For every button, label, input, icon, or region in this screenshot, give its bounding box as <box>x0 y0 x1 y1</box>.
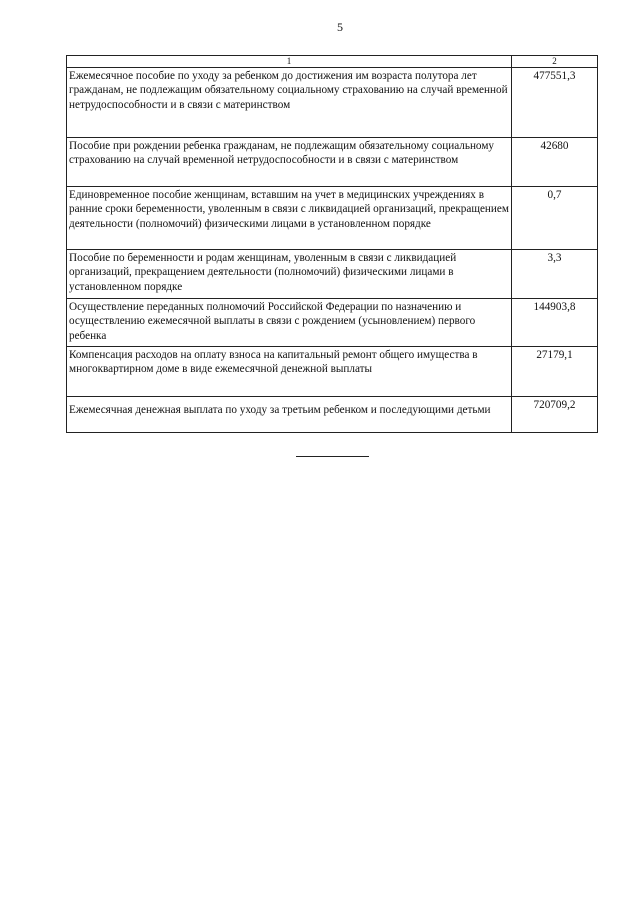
row-amount: 0,7 <box>512 187 598 250</box>
table-row <box>67 250 598 299</box>
row-description: Ежемесячное пособие по уходу за ребенком до достижения им возраста полутора лет гражданам, не подлежащим обязательному социальному страхованию на случай временной нетрудоспособности и в связи с материнством <box>67 68 512 138</box>
end-rule <box>296 456 369 457</box>
table-row <box>67 187 598 250</box>
table-row <box>67 68 598 138</box>
row-description: Единовременное пособие женщинам, вставшим на учет в медицинских учреждениях в ранние сроки беременности, уволенным в связи с ликвидацией организаций, прекращением деятельности (полномочий) физическими лицами в установленном порядке <box>67 187 512 250</box>
row-amount: 477551,3 <box>512 68 598 138</box>
table-row <box>67 299 598 347</box>
row-description: Пособие по беременности и родам женщинам, уволенным в связи с ликвидацией организаций, прекращением деятельности (полномочий) физическими лицами в установленном порядке <box>67 250 512 299</box>
table-row <box>67 138 598 187</box>
row-amount: 27179,1 <box>512 347 598 397</box>
row-amount: 3,3 <box>512 250 598 299</box>
column-header: 1 <box>67 56 512 68</box>
row-description: Пособие при рождении ребенка гражданам, не подлежащим обязательному социальному страхованию на случай временной нетрудоспособности и в связи с материнством <box>67 138 512 187</box>
row-amount: 144903,8 <box>512 299 598 347</box>
row-description: Осуществление переданных полномочий Российской Федерации по назначению и осуществлению ежемесячной выплаты в связи с рождением (усыновлением) первого ребенка <box>67 299 512 347</box>
budget-table <box>66 55 598 433</box>
row-description: Компенсация расходов на оплату взноса на капитальный ремонт общего имущества в многоквартирном доме в виде ежемесячной денежной выплаты <box>67 347 512 397</box>
column-header: 2 <box>512 56 598 68</box>
row-amount: 720709,2 <box>512 397 598 433</box>
table-row <box>67 397 598 433</box>
table-header-row <box>67 56 598 68</box>
table-row <box>67 347 598 397</box>
page-number: 5 <box>337 20 343 34</box>
row-description: Ежемесячная денежная выплата по уходу за третьим ребенком и последующими детьми <box>67 397 512 433</box>
row-amount: 42680 <box>512 138 598 187</box>
